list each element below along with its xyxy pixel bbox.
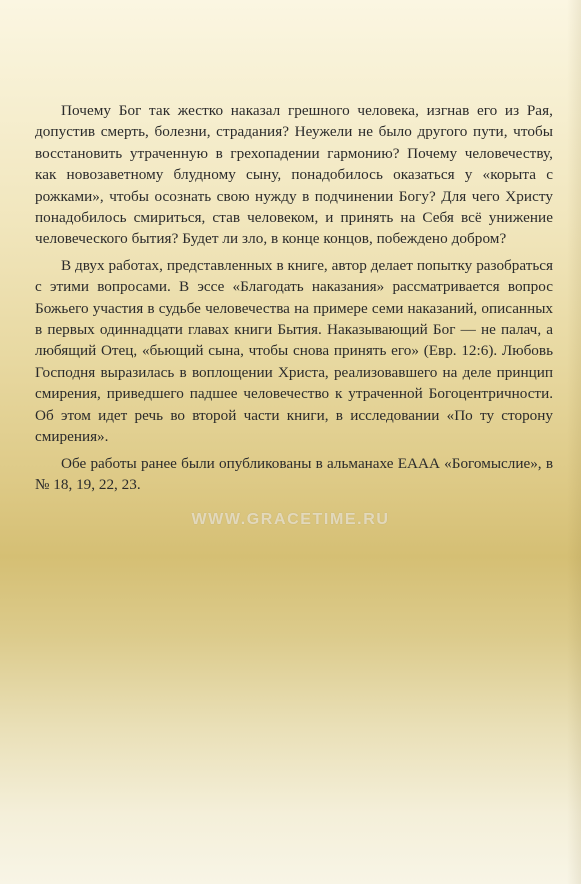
- paragraph-publication-note: Обе работы ранее были опубликованы в альманахе ЕААА «Богомыслие», в № 18, 19, 22, 23.: [35, 454, 553, 493]
- website-watermark: WWW.GRACETIME.RU: [191, 511, 390, 528]
- paragraph-questions: Почему Бог так жестко наказал грешного человека, изгнав его из Рая, допустив смерть, болезни, страдания? Неужели не было другого пути, чтобы восстановить утраченную в грехопадении гармонию? Почему человечеству, как новозаветному блудному сыну, понадобилось оказаться у «корыта с рожками», чтобы осознать свою нужду в подчинении Богу? Для чего Христу понадобилось смириться, став человеком, и принять на Себя всё унижение человеческого бытия? Будет ли зло, в конце концов, побеждено добром?: [35, 102, 553, 248]
- annotation-text: [35, 100, 553, 500]
- paragraph-book-summary: В двух работах, представленных в книге, автор делает попытку разобраться с этими вопросами. В эссе «Благодать наказания» рассматривается вопрос Божьего участия в судьбе человечества на примере семи наказаний, описанных в первых одиннадцати главах книги Бытия. Наказывающий Бог — не палач, а любящий Отец, «бьющий сына, чтобы снова принять его» (Евр. 12:6). Любовь Господня выразилась в воплощении Христа, реализовавшего на деле принцип смирения, приведшего падшее человечество к утраченной Богоцентричности. Об этом идет речь во второй части книги, в исследовании «По ту сторону смирения».: [35, 256, 553, 446]
